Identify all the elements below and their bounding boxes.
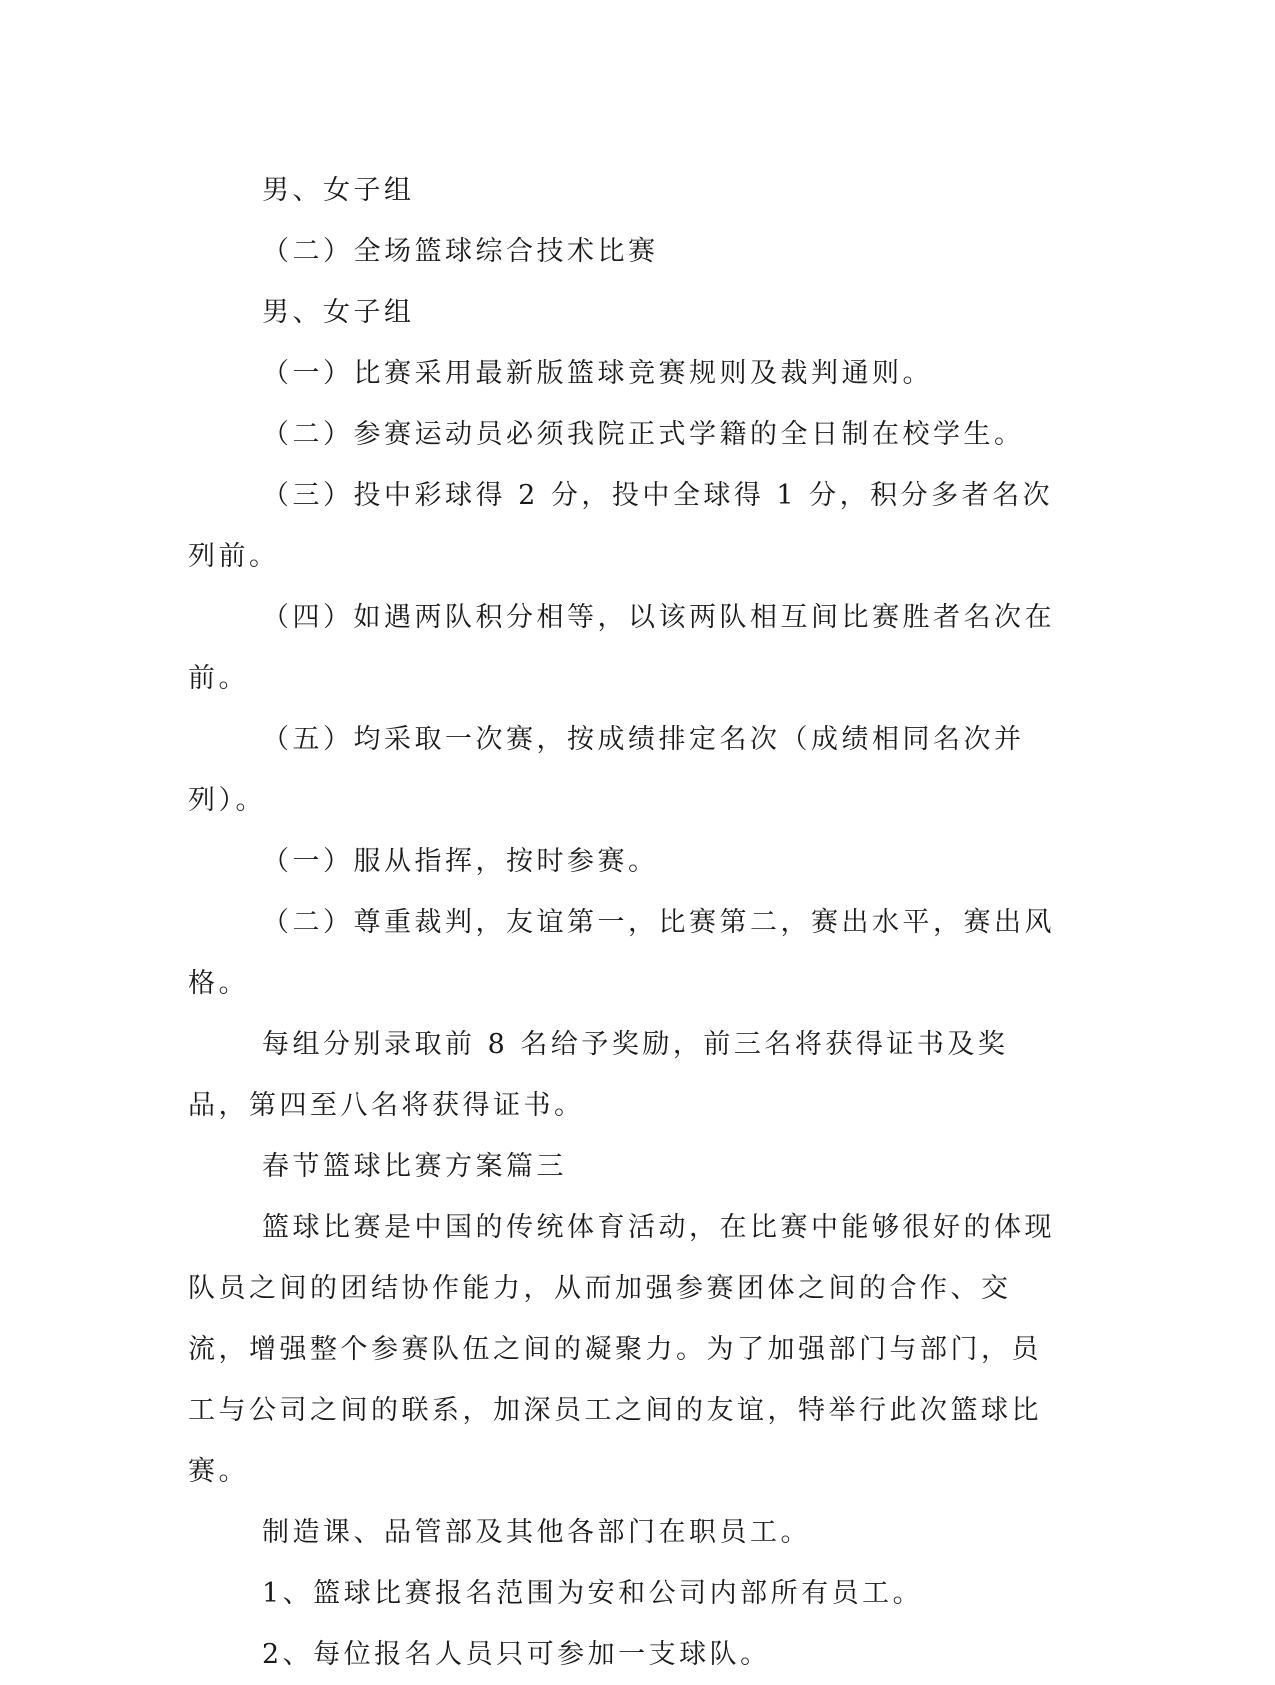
paragraph-1: 男、女子组 (262, 175, 415, 206)
paragraph-8: （五）均采取一次赛，按成绩排定名次（成绩相同名次并列）。 (188, 724, 1025, 816)
paragraph-5: （二）参赛运动员必须我院正式学籍的全日制在校学生。 (262, 419, 1025, 450)
paragraph-15: 1、篮球比赛报名范围为安和公司内部所有员工。 (262, 1578, 924, 1609)
paragraph-13: 篮球比赛是中国的传统体育活动，在比赛中能够很好的体现队员之间的团结协作能力，从而加强参赛团体之间的合作、交流，增强整个参赛队伍之间的凝聚力。为了加强部门与部门，员工与公司之间的联系，加深员工之间的友谊，特举行此次篮球比赛。 (188, 1212, 1055, 1487)
paragraph-10: （二）尊重裁判，友谊第一，比赛第二，赛出水平，赛出风格。 (188, 907, 1055, 999)
paragraph-16: 2、每位报名人员只可参加一支球队。 (262, 1639, 771, 1670)
section-heading: 春节篮球比赛方案篇三 (262, 1151, 567, 1182)
document-body (188, 160, 1068, 1685)
paragraph-6: （三）投中彩球得 2 分，投中全球得 1 分，积分多者名次列前。 (188, 480, 1054, 572)
paragraph-4: （一）比赛采用最新版篮球竞赛规则及裁判通则。 (262, 358, 933, 389)
paragraph-11: 每组分别录取前 8 名给予奖励，前三名将获得证书及奖品，第四至八名将获得证书。 (188, 1029, 1009, 1121)
paragraph-14: 制造课、品管部及其他各部门在职员工。 (262, 1517, 811, 1548)
paragraph-3: 男、女子组 (262, 297, 415, 328)
paragraph-9: （一）服从指挥，按时参赛。 (262, 846, 659, 877)
paragraph-2: （二）全场篮球综合技术比赛 (262, 236, 659, 267)
paragraph-7: （四）如遇两队积分相等，以该两队相互间比赛胜者名次在前。 (188, 602, 1055, 694)
